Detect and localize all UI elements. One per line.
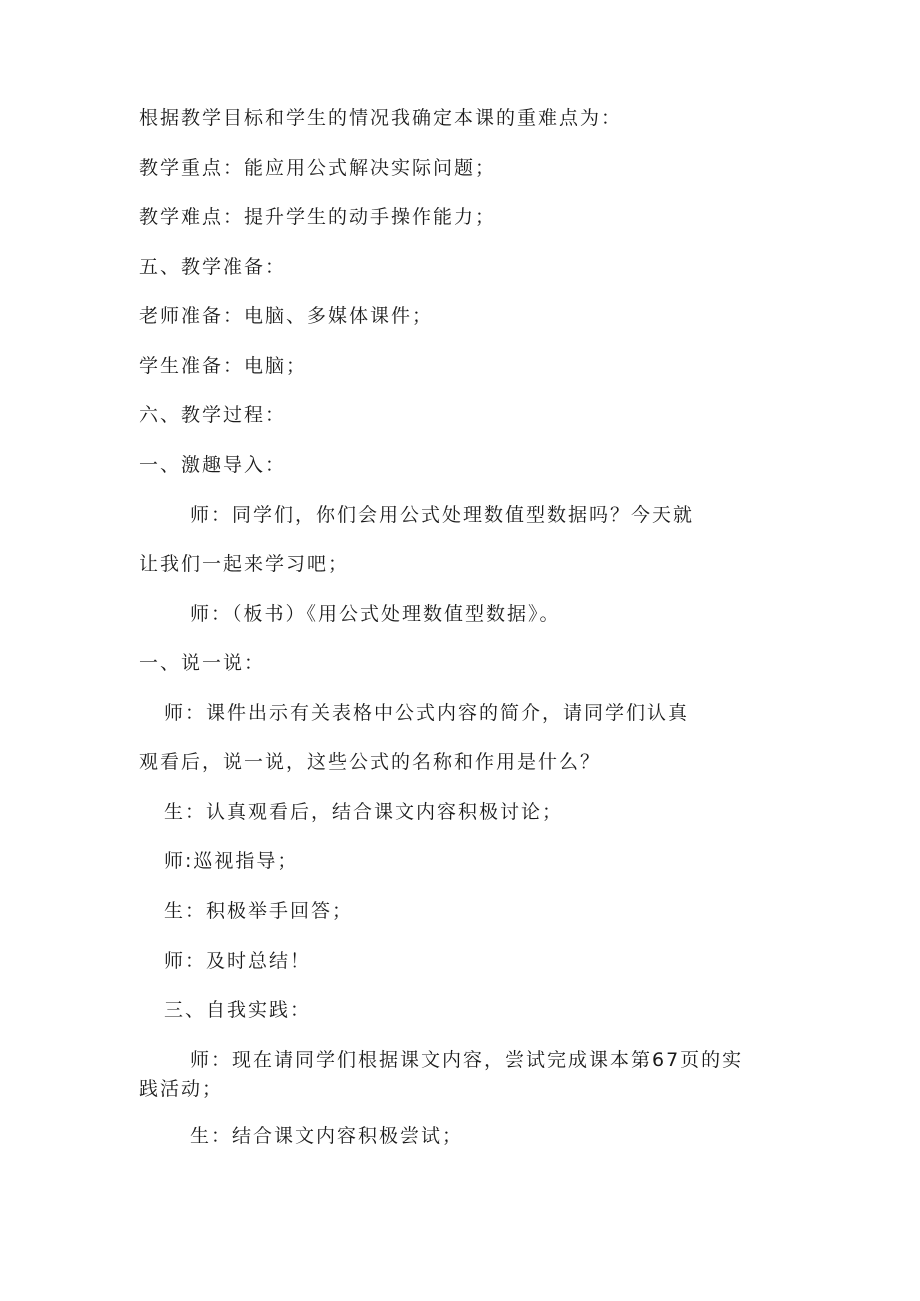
section-heading: 五、教学准备： — [139, 256, 287, 278]
section-heading: 三、自我实践： — [164, 999, 312, 1021]
text-line: 践活动； — [139, 1078, 224, 1100]
text-line: 让我们一起来学习吧； — [139, 553, 350, 575]
text-line: 师：现在请同学们根据课文内容，尝试完成课本第67页的实 — [190, 1049, 744, 1071]
text-line: 师:巡视指导； — [164, 850, 299, 872]
text-line: 观看后，说一说，这些公式的名称和作用是什么？ — [139, 751, 602, 773]
text-line: 师：及时总结！ — [164, 950, 312, 972]
text-line: 生：认真观看后，结合课文内容积极讨论； — [164, 801, 564, 823]
section-heading: 六、教学过程： — [139, 404, 287, 426]
section-heading: 一、激趣导入： — [139, 454, 287, 476]
text-line: 教学难点：提升学生的动手操作能力； — [139, 206, 497, 228]
text-line: 生：结合课文内容积极尝试； — [190, 1125, 464, 1147]
text-line: 师：同学们，你们会用公式处理数值型数据吗？今天就 — [190, 504, 695, 526]
text-line: 老师准备：电脑、多媒体课件； — [139, 305, 434, 327]
text-line: 师：（板书）《用公式处理数值型数据》。 — [190, 603, 561, 625]
text-line: 师：课件出示有关表格中公式内容的简介，请同学们认真 — [164, 702, 690, 724]
text-line: 教学重点：能应用公式解决实际问题； — [139, 157, 497, 179]
text-line: 学生准备：电脑； — [139, 355, 308, 377]
section-heading: 一、说一说： — [139, 652, 266, 674]
text-line: 生：积极举手回答； — [164, 900, 354, 922]
text-line: 根据教学目标和学生的情况我确定本课的重难点为： — [139, 107, 623, 129]
